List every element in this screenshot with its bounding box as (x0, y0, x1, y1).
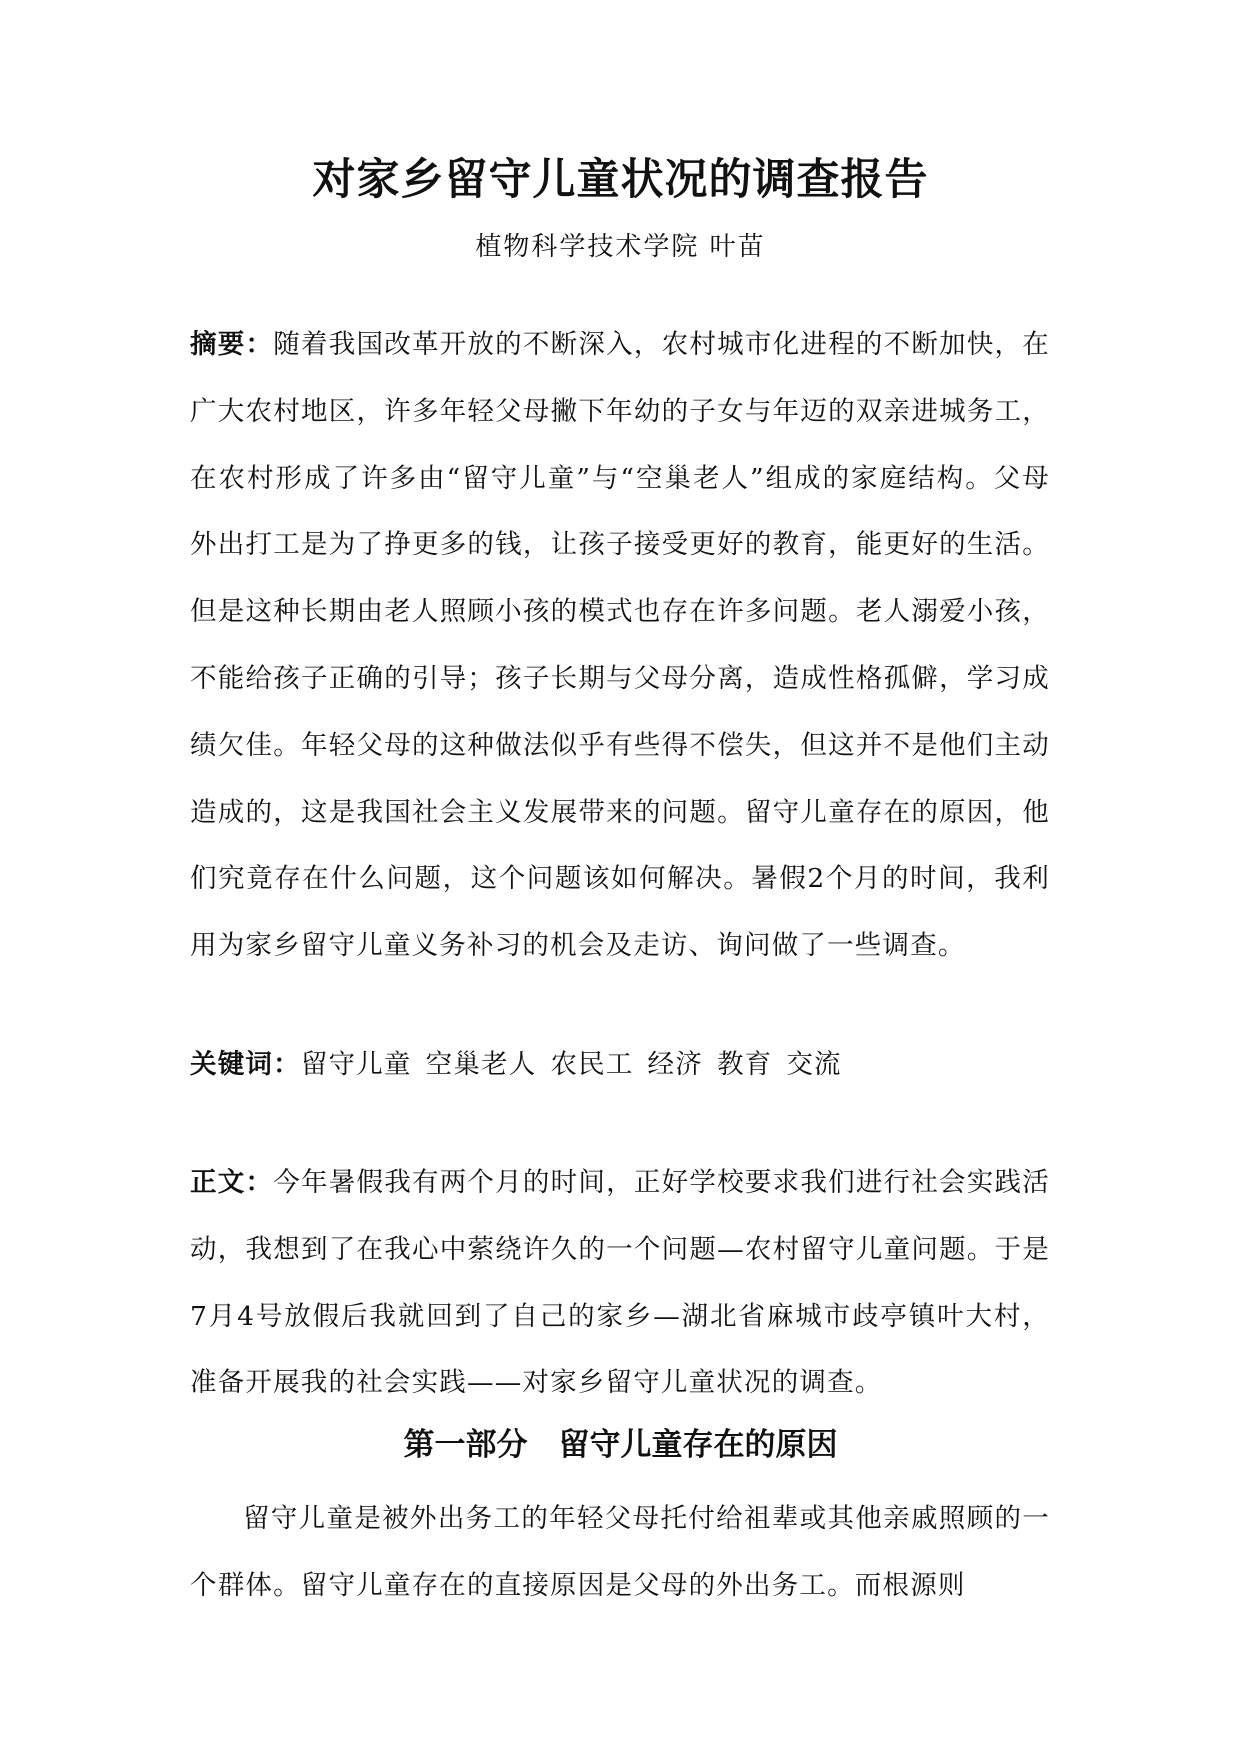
section-heading: 第一部分 留守儿童存在的原因 (403, 1427, 838, 1463)
keywords-line (190, 1032, 1050, 1099)
keyword-item: 农民工 (550, 1049, 634, 1080)
keyword-item: 交流 (786, 1049, 842, 1080)
abstract-label: 摘要： (190, 329, 274, 360)
keyword-item: 空巢老人 (425, 1049, 537, 1080)
keyword-item: 留守儿童 (300, 1049, 412, 1080)
document-title: 对家乡留守儿童状况的调查报告 (312, 155, 929, 205)
main-text-label: 正文： (190, 1167, 274, 1198)
keyword-item: 教育 (716, 1049, 773, 1080)
main-text-body: 今年暑假我有两个月的时间，正好学校要求我们进行社会实践活动，我想到了在我心中萦绕许久的一个问题—农村留守儿童问题。于是7月4号放假后我就回到了自己的家乡—湖北省麻城市歧亭镇叶大村，准备开展我的社会实践——对家乡留守儿童状况的调查。 (190, 1167, 1050, 1399)
abstract-paragraph (190, 312, 1050, 980)
author-line: 植物科学技术学院 叶苗 (475, 232, 766, 262)
keywords-label: 关键词： (190, 1049, 301, 1080)
abstract-text: 随着我国改革开放的不断深入，农村城市化进程的不断加快，在广大农村地区，许多年轻父母撇下年幼的子女与年迈的双亲进城务工，在农村形成了许多由“留守儿童”与“空巢老人”组成的家庭结构。父母外出打工是为了挣更多的钱，让孩子接受更好的教育，能更好的生活。但是这种长期由老人照顾小孩的模式也存在许多问题。老人溺爱小孩，不能给孩子正确的引导；孩子长期与父母分离，造成性格孤僻，学习成绩欠佳。年轻父母的这种做法似乎有些得不偿失，但这并不是他们主动造成的，这是我国社会主义发展带来的问题。留守儿童存在的原因，他们究竟存在什么问题，这个问题该如何解决。暑假2个月的时间，我利用为家乡留守儿童义务补习的机会及走访、询问做了一些调查。 (190, 329, 1050, 962)
main-text-paragraph (190, 1150, 1050, 1417)
section-paragraph: 留守儿童是被外出务工的年轻父母托付给祖辈或其他亲戚照顾的一个群体。留守儿童存在的直接原因是父母的外出务工。而根源则 (190, 1503, 1050, 1601)
keyword-item: 经济 (647, 1049, 703, 1080)
